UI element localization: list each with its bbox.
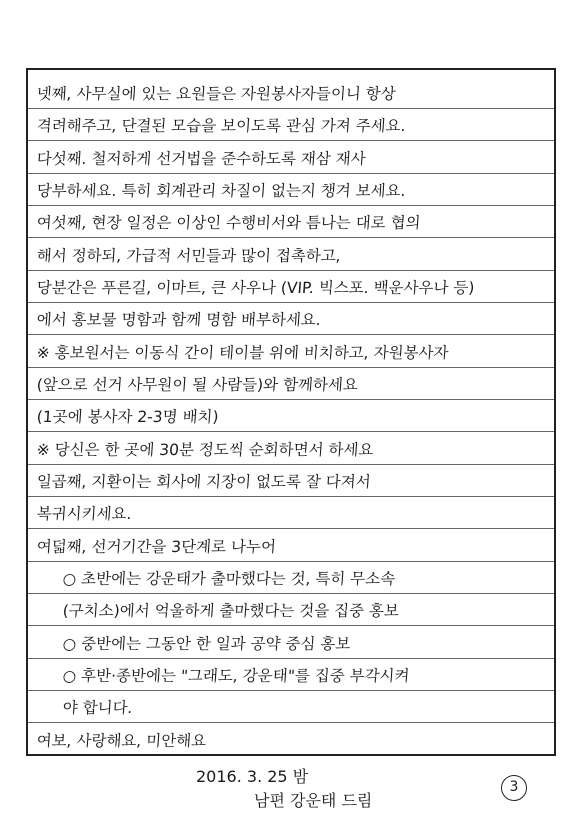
letter-line: (구치소)에서 억울하게 출마했다는 것을 집중 홍보	[62, 602, 400, 620]
letter-line: 여섯째, 현장 일정은 이상인 수행비서와 틈나는 대로 협의	[36, 214, 422, 232]
ruled-line	[28, 625, 554, 626]
letter-line: 격려해주고, 단결된 모습을 보이도록 관심 가져 주세요.	[36, 117, 407, 135]
ruled-line	[28, 205, 554, 206]
letter-line: 일곱째, 지환이는 회사에 지장이 없도록 잘 다져서	[36, 473, 372, 491]
letter-line: 넷째, 사무실에 있는 요원들은 자원봉사자들이니 항상	[36, 85, 397, 103]
ruled-line	[28, 270, 554, 271]
ruled-line	[28, 496, 554, 497]
ruled-line	[28, 658, 554, 659]
ruled-line	[28, 237, 554, 238]
ruled-line	[28, 108, 554, 109]
letter-line: (앞으로 선거 사무원이 될 사람들)와 함께하세요	[36, 376, 359, 394]
letter-line: ※ 당신은 한 곳에 30분 정도씩 순회하면서 하세요	[36, 441, 375, 459]
ruled-line	[28, 367, 554, 368]
letter-line: ○ 초반에는 강운태가 출마했다는 것, 특히 무소속	[62, 570, 396, 588]
letter-line: 여덟째, 선거기간을 3단계로 나누어	[36, 538, 277, 556]
ruled-line	[28, 690, 554, 691]
letter-line: 야 합니다.	[62, 699, 134, 717]
ruled-line	[28, 399, 554, 400]
ruled-line	[28, 528, 554, 529]
ruled-line	[28, 464, 554, 465]
letter-line: 해서 정하되, 가급적 서민들과 많이 접촉하고,	[36, 247, 342, 265]
letter-line: ○ 후반·종반에는 "그래도, 강운태"를 집중 부각시켜	[62, 667, 411, 685]
ruled-line	[28, 173, 554, 174]
letter-line: 당분간은 푸른길, 이마트, 큰 사우나 (VIP. 빅스포. 백운사우나 등)	[36, 279, 476, 297]
ruled-line	[28, 593, 554, 594]
letter-date: 2016. 3. 25 밤	[196, 767, 309, 786]
letter-line: 여보, 사랑해요, 미안해요	[36, 732, 207, 750]
letter-line: ○ 중반에는 그동안 한 일과 공약 중심 홍보	[62, 635, 351, 653]
letter-line: (1곳에 봉사자 2-3명 배치)	[36, 408, 220, 426]
letter-signature: 남편 강운태 드림	[254, 791, 373, 810]
letter-line: 복귀시키세요.	[36, 505, 133, 523]
letter-line: 에서 홍보물 명함과 함께 명함 배부하세요.	[36, 311, 322, 329]
ruled-line	[28, 334, 554, 335]
letter-line: 당부하세요. 특히 회계관리 차질이 없는지 챙겨 보세요.	[36, 182, 407, 200]
page-number: 3	[501, 775, 527, 801]
ruled-line	[28, 722, 554, 723]
ruled-line	[28, 431, 554, 432]
ruled-line	[28, 140, 554, 141]
letter-line: 다섯째. 철저하게 선거법을 준수하도록 재삼 재사	[36, 150, 367, 168]
ruled-line	[28, 302, 554, 303]
letter-line: ※ 홍보원서는 이동식 간이 테이블 위에 비치하고, 자원봉사자	[36, 344, 450, 362]
ruled-line	[28, 561, 554, 562]
